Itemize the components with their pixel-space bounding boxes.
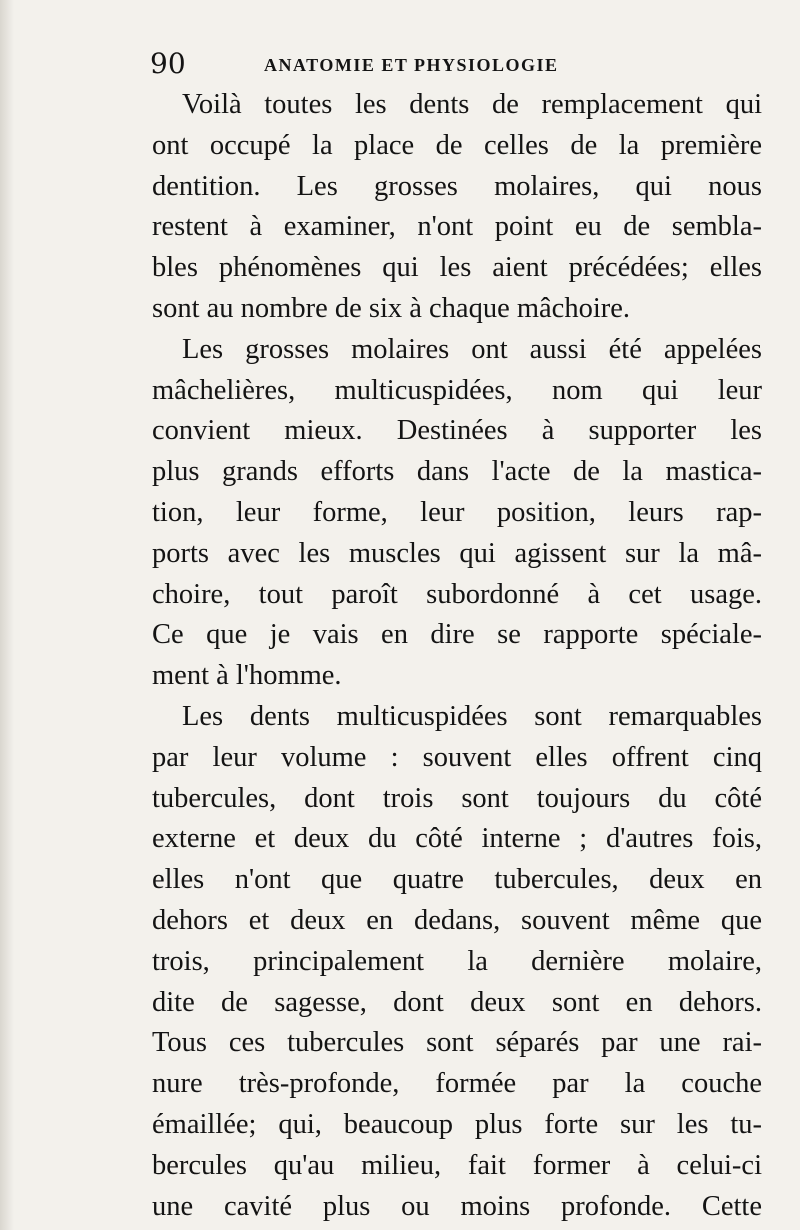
text-line: choire, tout paroît subordonné à cet usage. [152, 578, 762, 610]
text-line: tion, leur forme, leur position, leurs rap- [152, 496, 762, 528]
page-number: 90 [150, 47, 186, 80]
text-line: tubercules, dont trois sont toujours du côté [152, 782, 762, 814]
text-line: par leur volume : souvent elles offrent cinq [152, 741, 762, 773]
text-line: Voilà toutes les dents de remplacement qui [182, 89, 762, 120]
text-line: ont occupé la place de celles de la première [152, 129, 762, 161]
text-line: convient mieux. Destinées à supporter les [152, 415, 762, 447]
text-line: mâchelières, multicuspidées, nom qui leur [152, 374, 762, 406]
text-line: dentition. Les grosses molaires, qui nous [152, 170, 762, 202]
text-line: dite de sagesse, dont deux sont en dehors. [152, 986, 762, 1018]
text-line: sont au nombre de six à chaque mâchoire. [152, 292, 631, 324]
text-line: nure très-profonde, formée par la couche [152, 1068, 762, 1100]
page-edge-shadow [0, 0, 14, 1230]
text-line: trois, principalement la dernière molaire, [152, 945, 762, 977]
text-line: Tous ces tubercules sont séparés par une rai- [152, 1027, 762, 1059]
text-line: une cavité plus ou moins profonde. Cette [152, 1190, 762, 1222]
text-line: ports avec les muscles qui agissent sur la mâ- [152, 537, 762, 569]
text-line: plus grands efforts dans l'acte de la mastica- [152, 456, 762, 488]
text-line: Les grosses molaires ont aussi été appelées [182, 333, 762, 365]
text-line: émaillée; qui, beaucoup plus forte sur les tu- [152, 1108, 762, 1140]
text-line: bercules qu'au milieu, fait former à celui-ci [152, 1149, 762, 1181]
text-line: Ce que je vais en dire se rapporte spéciale- [152, 619, 762, 651]
text-line: dehors et deux en dedans, souvent même que [152, 904, 762, 936]
text-line: Les dents multicuspidées sont remarquables [182, 700, 762, 732]
text-line: bles phénomènes qui les aient précédées; elles [152, 252, 762, 284]
text-line: elles n'ont que quatre tubercules, deux en [152, 864, 762, 896]
body-text [152, 85, 762, 1227]
running-title: ANATOMIE ET PHYSIOLOGIE [264, 55, 559, 75]
running-head [150, 44, 750, 84]
text-line: restent à examiner, n'ont point eu de sembla- [152, 211, 762, 243]
text-line: ment à l'homme. [152, 660, 342, 692]
text-line: externe et deux du côté interne ; d'autres fois, [152, 823, 762, 855]
